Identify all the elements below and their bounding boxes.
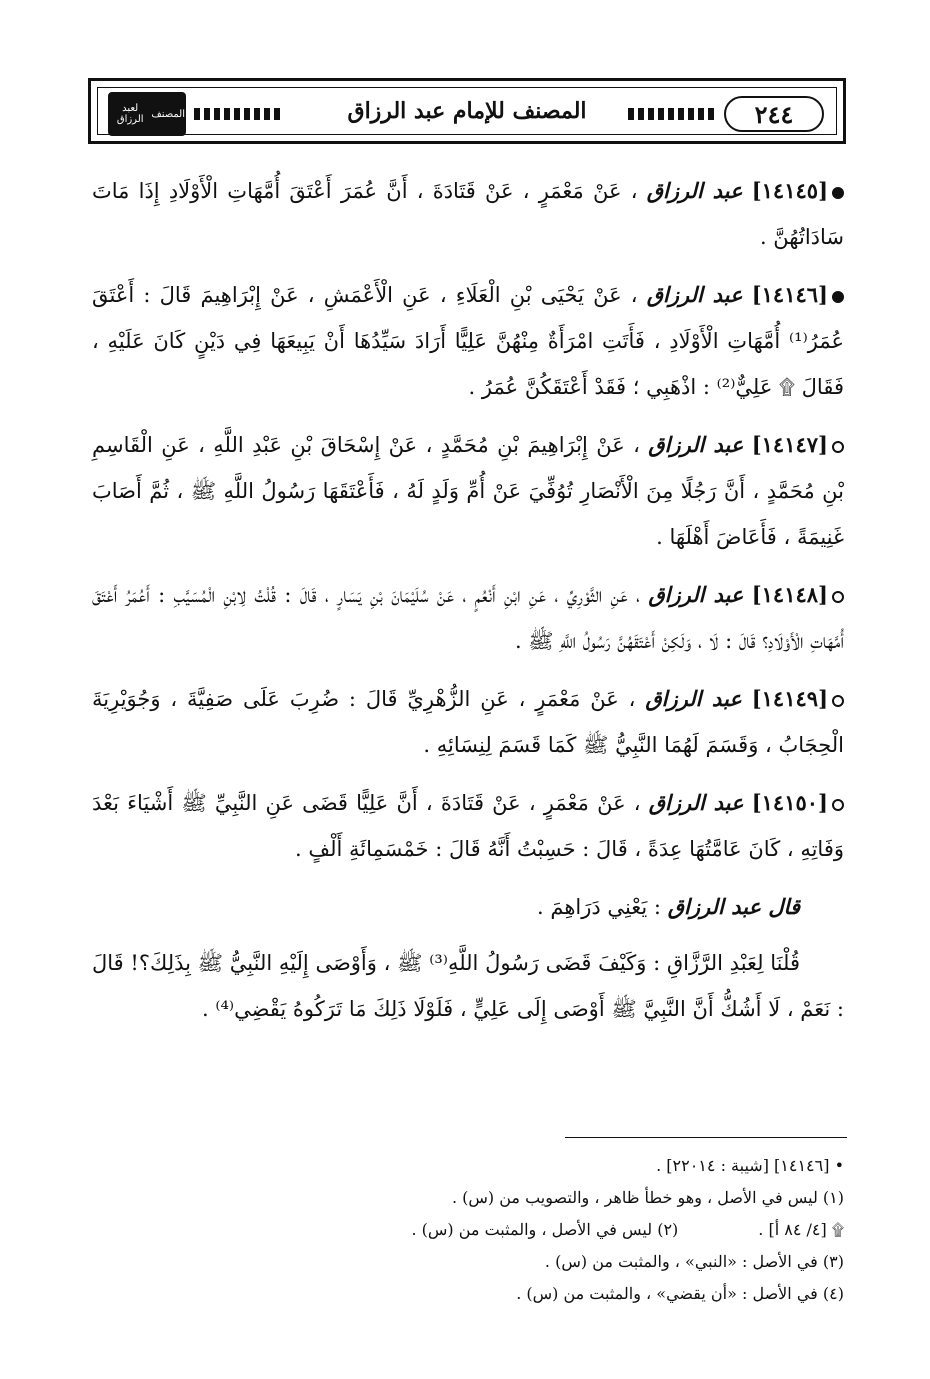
hadith-number: [١٤١٤٦] (751, 282, 828, 307)
hadith-author: عبد الرزاق (648, 790, 744, 815)
page-number: ٢٤٤ (724, 96, 824, 132)
final-paragraph: قُلْنَا لِعَبْدِ الرَّزَّاقِ : وَكَيْفَ قَضَى رَسُولُ اللَّهِ⁽³⁾ ﷺ ، وَأَوْصَى إِلَيْهِ النَّبِيُّ ﷺ بِذَلِكَ؟! قَالَ : نَعَمْ ، لَا أَشُكُّ أَنَّ النَّبِيَّ ﷺ أَوْصَى إِلَى عَلِيٍّ ، فَلَوْلَا ذَلِكَ مَا تَرَكُوهُ يَقْضِي⁽⁴⁾ . (92, 951, 844, 1021)
header-frame (97, 87, 837, 135)
hollow-bullet-icon (832, 799, 844, 811)
header-ornament-right (628, 108, 718, 120)
hadith-entry (92, 422, 844, 560)
hadith-number: [١٤١٤٧] (751, 432, 828, 457)
emblem-line-1: المصنف (151, 108, 185, 120)
hadith-entry (92, 572, 844, 664)
footnote-3: (٣) في الأصل : «النبي» ، والمثبت من (س) . (544, 1252, 844, 1271)
hollow-bullet-icon (832, 695, 844, 707)
hadith-entry (92, 168, 844, 260)
hollow-bullet-icon (832, 591, 844, 603)
hadith-text: ، عَنْ مَعْمَرٍ ، عَنْ قَتَادَةَ ، أَنَّ عُمَرَ أَعْتَقَ أُمَّهَاتِ الْأَوْلَادِ إِذَا مَاتَ سَادَاتُهُنَّ . (92, 179, 844, 249)
page-header (88, 78, 846, 144)
hadith-number: [١٤١٤٨] (751, 582, 828, 607)
hadith-number: [١٤١٤٩] (751, 686, 828, 711)
footnote-reference: • [١٤١٤٦] [شيبة : ٢٢٠١٤] . (656, 1156, 844, 1175)
qal-text: : يَعْنِي دَرَاهِمَ . (537, 895, 662, 919)
hadith-text: ، عَنْ مَعْمَرٍ ، عَنْ قَتَادَةَ ، أَنَّ عَلِيًّا قَضَى عَنِ النَّبِيِّ ﷺ أَشْيَاءَ بَعْدَ وَفَاتِهِ ، كَانَ عَامَّتُهَا عِدَةً ، قَالَ : حَسِبْتُ أَنَّهُ قَالَ : خَمْسَمِائَةِ أَلْفٍ . (92, 791, 844, 861)
hadith-text: ، عَنْ إِبْرَاهِيمَ بْنِ مُحَمَّدٍ ، عَنْ إِسْحَاقَ بْنِ عَبْدِ اللَّهِ ، عَنِ الْقَاسِمِ بْنِ مُحَمَّدٍ ، أَنَّ رَجُلًا مِنَ الْأَنْصَارِ تُوُفِّيَ عَنْ أُمِّ وَلَدٍ لَهُ ، فَأَعْتَقَهَا رَسُولُ اللَّهِ ﷺ ، ثُمَّ أَصَابَ غَنِيمَةً ، فَأَعَاضَ أَهْلَهَا . (92, 433, 844, 549)
filled-bullet-icon (832, 187, 844, 199)
hadith-text: ، عَنْ يَحْيَى بْنِ الْعَلَاءِ ، عَنِ الْأَعْمَشِ ، عَنْ إِبْرَاهِيمَ قَالَ : أَعْتَقَ عُمَرُ⁽¹⁾ أُمَّهَاتِ الْأَوْلَادِ ، فَأَتَتِ امْرَأَةٌ مِنْهُنَّ عَلِيًّا أَرَادَ سَيِّدُهَا أَنْ يَبِيعَهَا فِي دَيْنٍ كَانَ عَلَيْهِ ، فَقَالَ ۩ عَلِيٌّ⁽²⁾ : اذْهَبِي ؛ فَقَدْ أَعْتَقَكُنَّ عُمَرُ . (92, 283, 844, 399)
footnote-divider (565, 1137, 847, 1138)
qal-line (92, 884, 844, 930)
book-title: المصنف للإمام عبد الرزاق (347, 98, 587, 124)
hadith-number: [١٤١٤٥] (751, 178, 828, 203)
hadith-author: عبد الرزاق (648, 582, 744, 607)
hadith-author: عبد الرزاق (645, 686, 742, 711)
emblem-line-2: لعبد الرزاق (116, 103, 144, 125)
header-ornament-left (194, 108, 284, 120)
hadith-author: عبد الرزاق (646, 282, 743, 307)
book-emblem-logo (108, 92, 186, 136)
hadith-entry (92, 272, 844, 410)
filled-bullet-icon (832, 291, 844, 303)
main-text (92, 168, 844, 1042)
footnote-4: (٤) في الأصل : «أن يقضي» ، والمثبت من (س) . (516, 1284, 844, 1303)
hadith-entry (92, 676, 844, 768)
footnote-2: (٢) ليس في الأصل ، والمثبت من (س) . (411, 1220, 679, 1239)
hadith-author: عبد الرزاق (648, 432, 744, 457)
footnotes (92, 1150, 844, 1310)
hadith-text: ، عَنِ الثَّوْرِيِّ ، عَنِ ابْنِ أَنْعُمٍ ، عَنْ سُلَيْمَانَ بْنِ يَسَارٍ ، قَالَ : قُلْتُ لِابْنِ الْمُسَيَّبِ : أَعُمَرُ أَعْتَقَ أُمَّهَاتِ الْأَوْلَادِ؟ قَالَ : لَا ، وَلَكِنْ أَعْتَقَهُنَّ رَسُولُ اللَّهِ ﷺ . (92, 583, 844, 653)
hadith-number: [١٤١٥٠] (751, 790, 828, 815)
hadith-text: ، عَنْ مَعْمَرٍ ، عَنِ الزُّهْرِيِّ قَالَ : ضُرِبَ عَلَى صَفِيَّةَ ، وَجُوَيْرِيَةَ الْحِجَابُ ، وَقَسَمَ لَهُمَا النَّبِيُّ ﷺ كَمَا قَسَمَ لِنِسَائِهِ . (92, 687, 844, 757)
footnote-1: (١) ليس في الأصل ، وهو خطأ ظاهر ، والتصويب من (س) . (451, 1188, 844, 1207)
footnote-page-ref: ۩ [٤/ ٨٤ أ] . (758, 1220, 844, 1239)
hadith-entry (92, 780, 844, 872)
qal-author: قال عبد الرزاق (667, 894, 800, 919)
footnote-row (92, 1214, 844, 1246)
hadith-author: عبد الرزاق (646, 178, 743, 203)
hollow-bullet-icon (832, 441, 844, 453)
